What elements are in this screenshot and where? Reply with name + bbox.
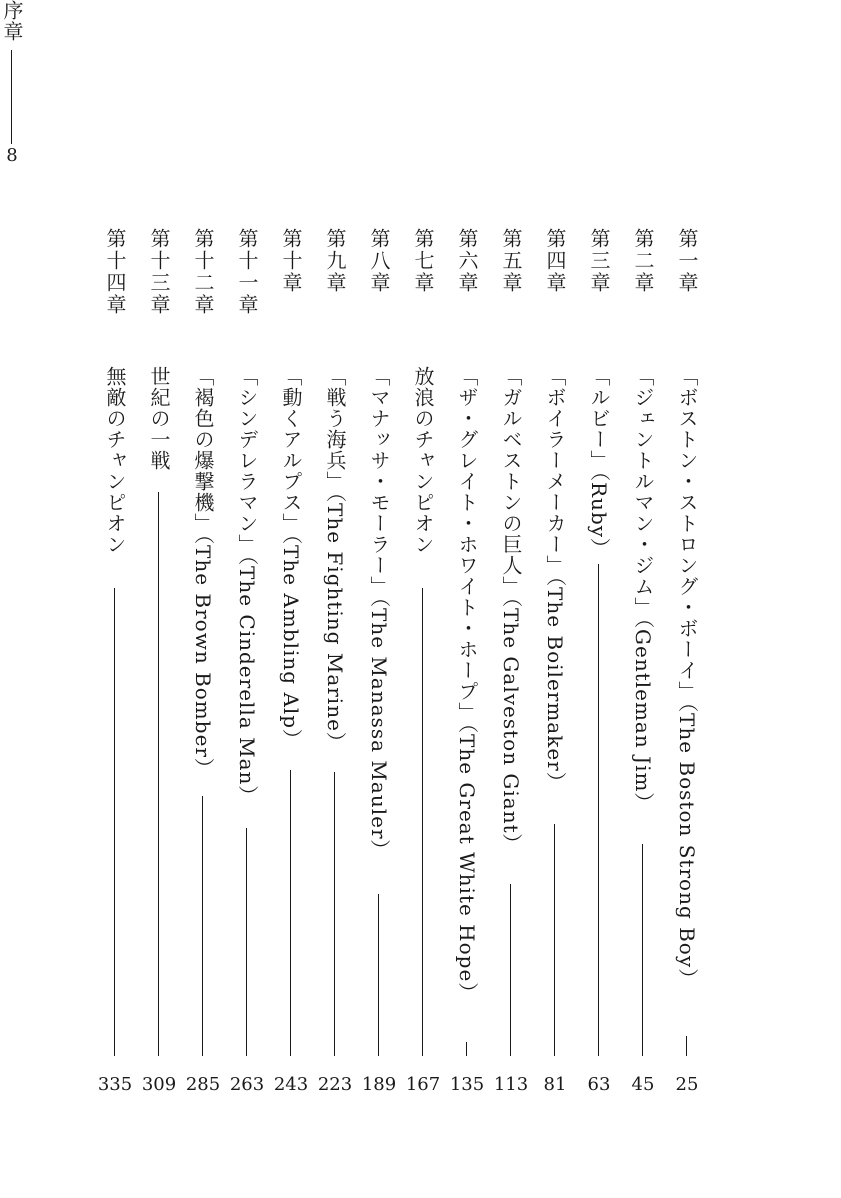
page-number: 63 — [587, 1074, 611, 1095]
page-number: 81 — [543, 1074, 567, 1095]
page-number: 45 — [631, 1074, 655, 1095]
chapter-title: 「ルビー」（Ruby） — [587, 366, 611, 560]
leader-line — [202, 796, 203, 1056]
toc-entry[interactable] — [411, 366, 435, 1056]
leader-line — [246, 828, 247, 1056]
toc-entry[interactable] — [191, 366, 215, 1056]
leader-line — [554, 824, 555, 1056]
chapter-title: 世紀の一戦 — [147, 366, 171, 471]
toc-entry[interactable] — [147, 366, 171, 1056]
chapter-label: 第九章 — [323, 228, 347, 294]
chapter-label: 第十章 — [279, 228, 303, 294]
page-number: 189 — [361, 1074, 397, 1095]
chapter-label: 第十四章 — [103, 228, 127, 316]
toc-entry[interactable] — [323, 366, 347, 1056]
page-number: 25 — [675, 1074, 699, 1095]
page-number: 263 — [229, 1074, 265, 1095]
leader-line — [378, 894, 379, 1056]
chapter-label: 第三章 — [587, 228, 611, 294]
chapter-label: 第六章 — [455, 228, 479, 294]
chapter-title: 「褐色の爆撃機」（The Brown Bomber） — [191, 366, 215, 779]
chapter-title: 「シンデレラマン」（The Cinderella Man） — [235, 366, 259, 807]
chapter-label: 第七章 — [411, 228, 435, 294]
toc-entry[interactable] — [455, 366, 479, 1056]
chapter-title: 放浪のチャンピオン — [411, 366, 435, 555]
toc-entry[interactable] — [235, 366, 259, 1056]
prelude-title: 序章 — [0, 0, 24, 42]
chapter-title: 「動くアルプス」（The Ambling Alp） — [279, 366, 303, 751]
toc-entry[interactable] — [543, 366, 567, 1056]
page-number: 285 — [185, 1074, 221, 1095]
toc-entry[interactable] — [587, 366, 611, 1056]
page-number: 135 — [449, 1074, 485, 1095]
toc-prelude-entry[interactable] — [0, 0, 24, 166]
toc-entry[interactable] — [675, 366, 699, 1056]
chapter-title: 「ザ・グレイト・ホワイト・ホープ」（The Great White Hope） — [455, 366, 479, 1004]
chapter-title: 無敵のチャンピオン — [103, 366, 127, 555]
leader-line — [510, 884, 511, 1056]
leader-line — [686, 1036, 687, 1056]
leader-line — [598, 564, 599, 1056]
leader-line — [422, 588, 423, 1056]
chapter-title: 「ジェントルマン・ジム」（Gentleman Jim） — [631, 366, 655, 814]
leader-line — [466, 1042, 467, 1056]
leader-line — [11, 50, 12, 144]
toc-entry[interactable] — [631, 366, 655, 1056]
page-number: 167 — [405, 1074, 441, 1095]
page-number: 113 — [493, 1074, 529, 1095]
chapter-label: 第十二章 — [191, 228, 215, 316]
chapter-label: 第一章 — [675, 228, 699, 294]
chapter-title: 「ボイラーメーカー」（The Boilermaker） — [543, 366, 567, 793]
page-number: 309 — [141, 1074, 177, 1095]
toc-entry[interactable] — [279, 366, 303, 1056]
toc-entry[interactable] — [103, 366, 127, 1056]
leader-line — [290, 770, 291, 1056]
chapter-label: 第五章 — [499, 228, 523, 294]
chapter-title: 「マナッサ・モーラー」（The Manassa Mauler） — [367, 366, 391, 861]
page-number: 243 — [273, 1074, 309, 1095]
toc-entry[interactable] — [367, 366, 391, 1056]
page-number: 335 — [97, 1074, 133, 1095]
chapter-title: 「ボストン・ストロング・ボーイ」（The Boston Strong Boy） — [675, 366, 699, 990]
leader-line — [114, 588, 115, 1056]
chapter-label: 第八章 — [367, 228, 391, 294]
toc-entry[interactable] — [499, 366, 523, 1056]
chapter-label: 第十三章 — [147, 228, 171, 316]
page-number: 223 — [317, 1074, 353, 1095]
leader-line — [642, 844, 643, 1056]
prelude-page-number: 8 — [6, 145, 18, 166]
chapter-label: 第四章 — [543, 228, 567, 294]
chapter-label: 第二章 — [631, 228, 655, 294]
chapter-title: 「ガルベストンの巨人」（The Galveston Giant） — [499, 366, 523, 855]
leader-line — [158, 492, 159, 1056]
chapter-label: 第十一章 — [235, 228, 259, 316]
leader-line — [334, 772, 335, 1056]
chapter-title: 「戦う海兵」（The Fighting Marine） — [323, 366, 347, 753]
